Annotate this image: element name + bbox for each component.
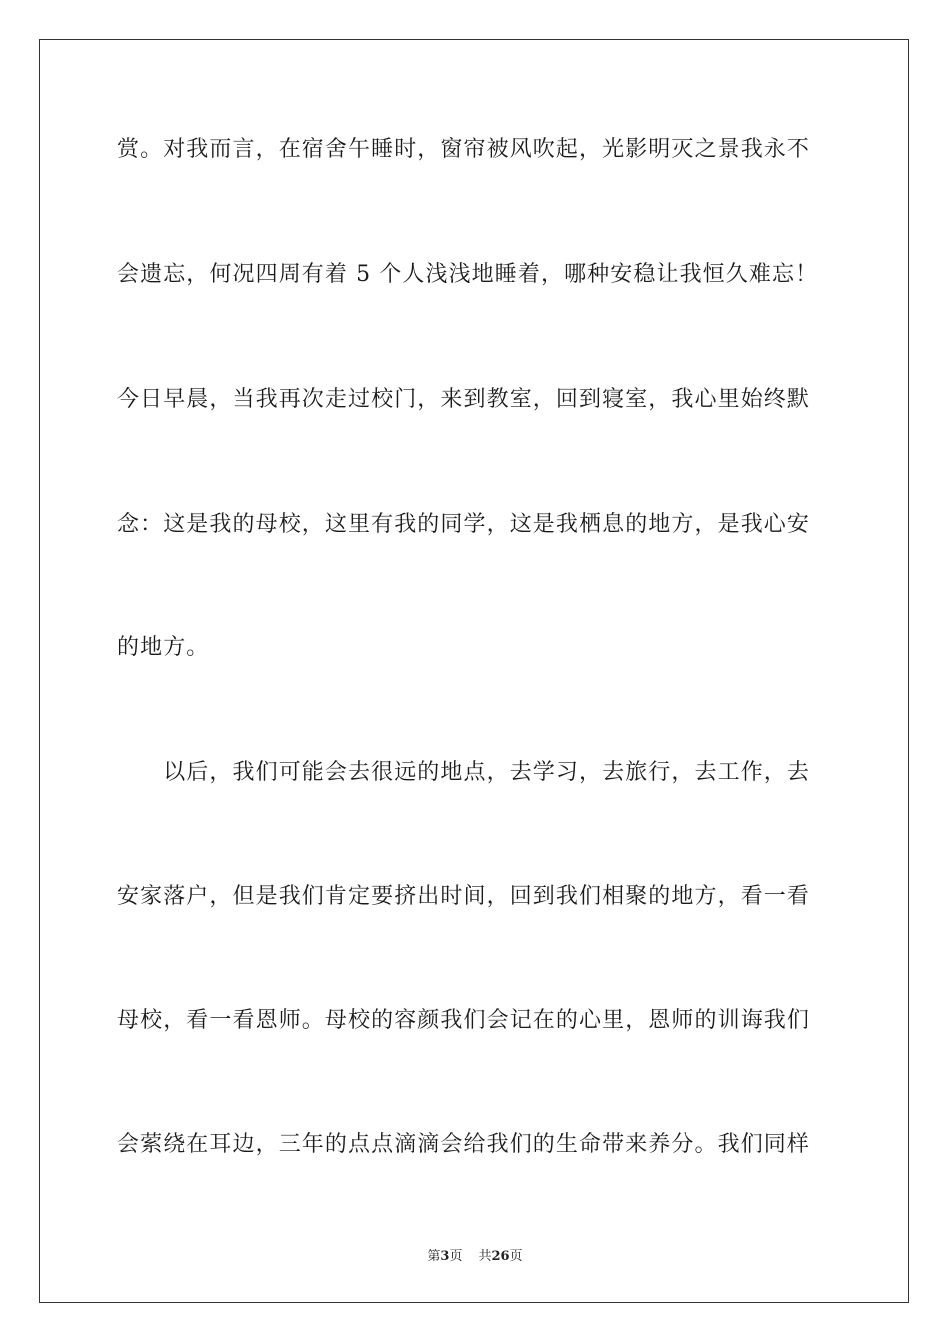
text-line-4: 念：这是我的母校，这里有我的同学，这是我栖息的地方，是我心安 [117,512,811,537]
page-footer [0,1248,950,1266]
footer-total-suffix: 页 [509,1249,523,1264]
footer-total-pages: 26 [491,1249,510,1264]
text-line-6: 以后，我们可能会去很远的地点，去学习，去旅行，去工作，去 [117,760,811,785]
page-border [39,39,909,1303]
text-line-2: 会遗忘，何况四周有着 5 个人浅浅地睡着，哪种安稳让我恒久难忘！ [117,262,819,287]
text-line-5: 的地方。 [117,635,210,660]
text-line-1: 赏。对我而言，在宿舍午睡时，窗帘被风吹起，光影明灭之景我永不 [117,137,811,162]
text-line-7: 安家落户，但是我们肯定要挤出时间，回到我们相聚的地方，看一看 [117,884,811,909]
footer-page-number: 3 [440,1249,450,1264]
text-line-9: 会萦绕在耳边，三年的点点滴滴会给我们的生命带来养分。我们同样 [117,1132,811,1157]
footer-total-prefix: 共 [478,1249,492,1264]
text-line-3: 今日早晨，当我再次走过校门，来到教室，回到寝室，我心里始终默 [117,387,811,412]
footer-page-suffix: 页 [449,1249,463,1264]
footer-page-prefix: 第 [427,1249,441,1264]
text-line-8: 母校，看一看恩师。母校的容颜我们会记在的心里，恩师的训诲我们 [117,1008,811,1033]
